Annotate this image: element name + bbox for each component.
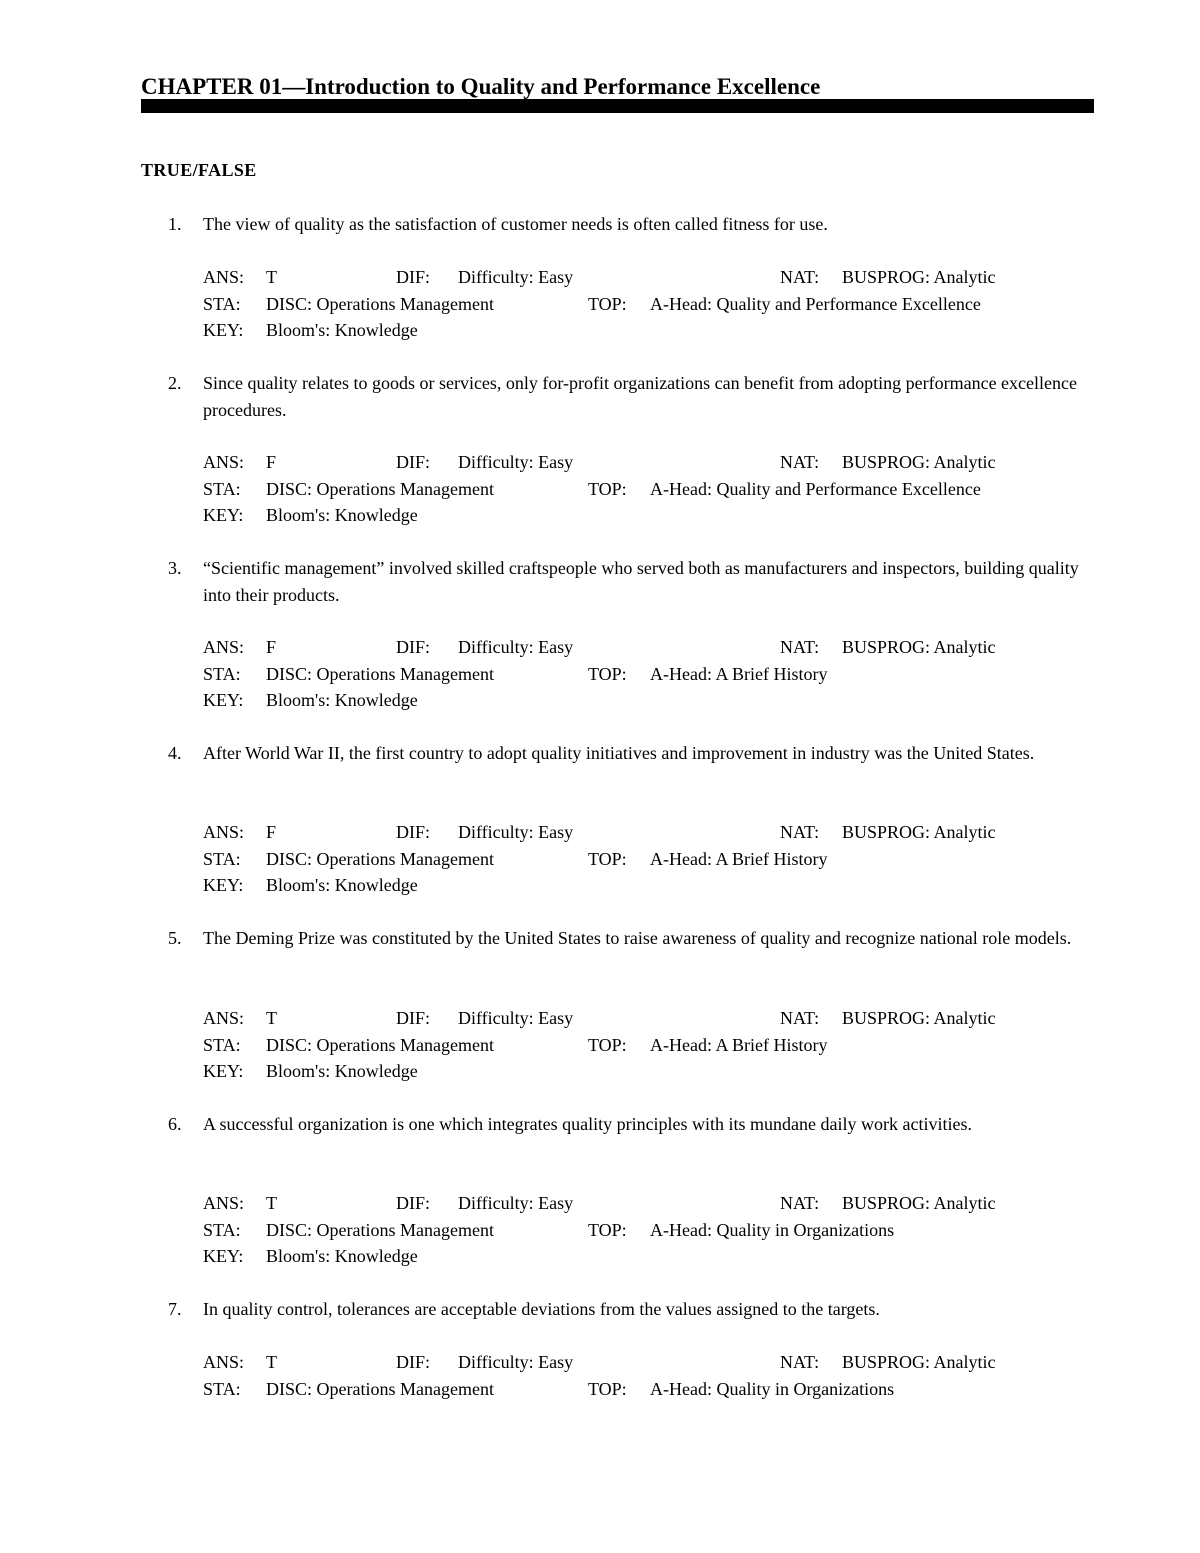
answer-metadata: [203, 264, 1103, 344]
sta-label: STA:: [203, 663, 241, 684]
ans-value: T: [266, 1193, 277, 1213]
top-label: TOP:: [588, 1034, 627, 1055]
question-number: 5.: [168, 928, 182, 948]
nat-value: BUSPROG: Analytic: [842, 267, 996, 287]
question-text: The view of quality as the satisfaction of customer needs is often called fitness for use.: [203, 214, 828, 234]
ans-value: T: [266, 1008, 277, 1028]
nat-value: BUSPROG: Analytic: [842, 1352, 996, 1372]
question-number: 6.: [168, 1114, 182, 1134]
sta-label: STA:: [203, 478, 241, 499]
ans-label: ANS:: [203, 267, 245, 287]
key-value: Bloom's: Knowledge: [266, 875, 418, 895]
top-value: A-Head: A Brief History: [650, 848, 828, 869]
key-label: KEY:: [203, 1246, 244, 1266]
answer-metadata: [203, 819, 1103, 899]
top-label: TOP:: [588, 1378, 627, 1399]
question-text: After World War II, the first country to adopt quality initiatives and improvement in industry was the United States.: [203, 743, 1035, 763]
sta-value: DISC: Operations Management: [266, 848, 494, 869]
question-number: 3.: [168, 558, 182, 578]
sta-label: STA:: [203, 1034, 241, 1055]
dif-value: Difficulty: Easy: [458, 1008, 574, 1028]
nat-label: NAT:: [780, 1352, 820, 1372]
dif-label: DIF:: [396, 267, 431, 287]
key-label: KEY:: [203, 320, 244, 340]
question-text: Since quality relates to goods or services, only for-profit organizations can benefit from adopting performance excellence procedures.: [203, 373, 1077, 420]
nat-label: NAT:: [780, 267, 820, 287]
question-text: In quality control, tolerances are acceptable deviations from the values assigned to the targets.: [203, 1299, 880, 1319]
sta-value: DISC: Operations Management: [266, 293, 494, 314]
dif-label: DIF:: [396, 1008, 431, 1028]
title-rule: [141, 99, 1094, 113]
sta-label: STA:: [203, 848, 241, 869]
dif-label: DIF:: [396, 637, 431, 657]
dif-label: DIF:: [396, 452, 431, 472]
answer-metadata: [203, 449, 1103, 529]
sta-value: DISC: Operations Management: [266, 1219, 494, 1240]
nat-label: NAT:: [780, 1008, 820, 1028]
sta-value: DISC: Operations Management: [266, 663, 494, 684]
question-text: The Deming Prize was constituted by the United States to raise awareness of quality and recognize national role models.: [203, 928, 1072, 948]
dif-label: DIF:: [396, 822, 431, 842]
ans-label: ANS:: [203, 637, 245, 657]
nat-value: BUSPROG: Analytic: [842, 452, 996, 472]
question-number: 7.: [168, 1299, 182, 1319]
nat-value: BUSPROG: Analytic: [842, 822, 996, 842]
dif-value: Difficulty: Easy: [458, 267, 574, 287]
key-label: KEY:: [203, 505, 244, 525]
top-label: TOP:: [588, 1219, 627, 1240]
key-label: KEY:: [203, 875, 244, 895]
dif-value: Difficulty: Easy: [458, 1352, 574, 1372]
dif-value: Difficulty: Easy: [458, 822, 574, 842]
question-number: 2.: [168, 373, 182, 393]
dif-value: Difficulty: Easy: [458, 452, 574, 472]
sta-label: STA:: [203, 1219, 241, 1240]
answer-metadata: [203, 634, 1103, 714]
sta-label: STA:: [203, 293, 241, 314]
key-label: KEY:: [203, 1061, 244, 1081]
sta-value: DISC: Operations Management: [266, 478, 494, 499]
top-value: A-Head: Quality and Performance Excellence: [650, 478, 981, 499]
sta-label: STA:: [203, 1378, 241, 1399]
key-value: Bloom's: Knowledge: [266, 505, 418, 525]
ans-value: F: [266, 637, 277, 657]
nat-value: BUSPROG: Analytic: [842, 1008, 996, 1028]
top-label: TOP:: [588, 478, 627, 499]
question-number: 1.: [168, 214, 182, 234]
nat-label: NAT:: [780, 1193, 820, 1213]
section-heading: TRUE/FALSE: [141, 160, 257, 180]
ans-label: ANS:: [203, 452, 245, 472]
top-label: TOP:: [588, 293, 627, 314]
ans-value: F: [266, 452, 277, 472]
nat-label: NAT:: [780, 822, 820, 842]
top-value: A-Head: A Brief History: [650, 1034, 828, 1055]
dif-label: DIF:: [396, 1352, 431, 1372]
top-label: TOP:: [588, 848, 627, 869]
key-value: Bloom's: Knowledge: [266, 1246, 418, 1266]
nat-label: NAT:: [780, 637, 820, 657]
question-text: “Scientific management” involved skilled craftspeople who served both as manufacturers and inspectors, building quality into their products.: [203, 558, 1079, 605]
ans-value: T: [266, 1352, 277, 1372]
top-label: TOP:: [588, 663, 627, 684]
dif-value: Difficulty: Easy: [458, 637, 574, 657]
ans-label: ANS:: [203, 1008, 245, 1028]
chapter-title: CHAPTER 01—Introduction to Quality and Performance Excellence: [141, 74, 821, 99]
ans-label: ANS:: [203, 822, 245, 842]
key-value: Bloom's: Knowledge: [266, 1061, 418, 1081]
dif-value: Difficulty: Easy: [458, 1193, 574, 1213]
ans-value: T: [266, 267, 277, 287]
dif-label: DIF:: [396, 1193, 431, 1213]
ans-value: F: [266, 822, 277, 842]
answer-metadata: [203, 1005, 1103, 1085]
answer-metadata: [203, 1349, 1103, 1429]
question-text: A successful organization is one which integrates quality principles with its mundane daily work activities.: [203, 1114, 972, 1134]
sta-value: DISC: Operations Management: [266, 1034, 494, 1055]
ans-label: ANS:: [203, 1193, 245, 1213]
nat-label: NAT:: [780, 452, 820, 472]
top-value: A-Head: Quality in Organizations: [650, 1378, 895, 1399]
key-value: Bloom's: Knowledge: [266, 690, 418, 710]
nat-value: BUSPROG: Analytic: [842, 637, 996, 657]
answer-metadata: [203, 1190, 1103, 1270]
key-label: KEY:: [203, 690, 244, 710]
top-value: A-Head: Quality and Performance Excellence: [650, 293, 981, 314]
sta-value: DISC: Operations Management: [266, 1378, 494, 1399]
key-value: Bloom's: Knowledge: [266, 320, 418, 340]
question-number: 4.: [168, 743, 182, 763]
top-value: A-Head: A Brief History: [650, 663, 828, 684]
top-value: A-Head: Quality in Organizations: [650, 1219, 895, 1240]
nat-value: BUSPROG: Analytic: [842, 1193, 996, 1213]
ans-label: ANS:: [203, 1352, 245, 1372]
